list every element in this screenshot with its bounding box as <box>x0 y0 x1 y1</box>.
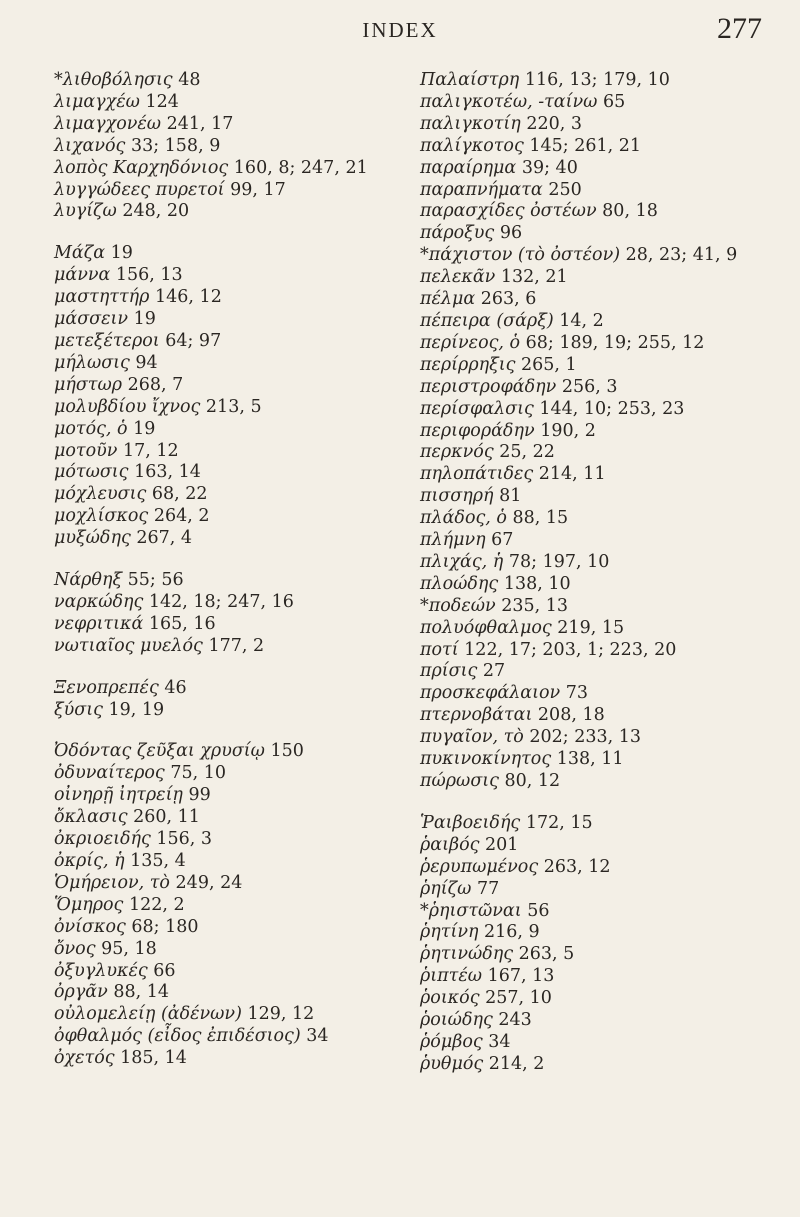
index-entry <box>54 441 414 463</box>
index-term: περίνεος, ὁ <box>420 332 521 353</box>
index-page-refs: 144, 10; 253, 23 <box>539 398 685 419</box>
index-page-refs: 145; 261, 21 <box>529 135 642 156</box>
index-entry <box>54 741 414 763</box>
index-term: Νάρθηξ <box>54 570 123 591</box>
index-term: ῥόμβος <box>420 1031 483 1052</box>
index-term: Ὅμηρος <box>54 894 124 915</box>
index-page-refs: 267, 4 <box>136 528 192 549</box>
index-term: Μάζα <box>54 243 106 264</box>
index-term: ὀνίσκος <box>54 916 126 937</box>
index-term: πέπειρα (σάρξ) <box>420 310 554 331</box>
index-entry <box>420 705 790 727</box>
index-page-refs: 263, 6 <box>480 289 537 310</box>
index-term: μοτοῦν <box>54 440 118 461</box>
index-page-refs: 95, 18 <box>101 938 157 959</box>
page-number: 277 <box>717 12 762 45</box>
index-page-refs: 250 <box>548 179 582 200</box>
index-entry <box>420 1032 790 1054</box>
index-page-refs: 216, 9 <box>484 922 540 943</box>
index-page-refs: 220, 3 <box>526 113 583 134</box>
index-term: περκνός <box>420 442 494 463</box>
index-page-refs: 257, 10 <box>485 988 552 1009</box>
index-entry <box>420 944 790 966</box>
index-page-refs: 165, 16 <box>148 613 216 634</box>
index-page-refs: 146, 12 <box>155 287 222 308</box>
index-page-refs: 129, 12 <box>247 1004 315 1025</box>
index-term: ῥητίνη <box>420 922 479 943</box>
index-page-refs: 202; 233, 13 <box>529 727 642 748</box>
index-page-refs: 213, 5 <box>205 396 262 417</box>
index-term: ποτί <box>420 639 459 660</box>
index-term: πλάδος, ὁ <box>420 508 507 529</box>
index-page-refs: 19 <box>133 309 156 330</box>
index-page-refs: 235, 13 <box>501 595 568 616</box>
index-term: μυξώδης <box>54 528 131 549</box>
index-page-refs: 19 <box>110 243 133 264</box>
index-term: πώρωσις <box>420 771 499 791</box>
index-term: ῥηίζω <box>420 878 472 899</box>
index-entry <box>54 873 414 895</box>
index-term: πέλμα <box>420 289 476 310</box>
index-page-refs: 208, 18 <box>537 705 605 726</box>
index-page-refs: 201 <box>485 834 519 855</box>
index-page-refs: 68; 189, 19; 255, 12 <box>525 332 705 353</box>
index-entry <box>54 1026 414 1048</box>
index-page-refs: 156, 13 <box>115 265 183 286</box>
index-term: μαστηττήρ <box>54 287 150 308</box>
index-term: μάννα <box>54 265 111 286</box>
index-term: πυκινοκίνητος <box>420 749 552 770</box>
index-term: Ῥαιβοειδής <box>420 812 521 833</box>
index-page-refs: 64; 97 <box>165 330 222 351</box>
index-page-refs: 214, 2 <box>488 1053 545 1074</box>
index-page-refs: 19 <box>133 418 156 439</box>
index-page-refs: 78; 197, 10 <box>508 551 610 572</box>
index-term: περιστροφάδην <box>420 376 557 397</box>
index-page-refs: 80, 12 <box>504 771 561 791</box>
index-page-refs: 122, 17; 203, 1; 223, 20 <box>464 639 677 660</box>
index-term: παραπνήματα <box>420 179 543 200</box>
index-term: πυγαῖον, τὸ <box>420 727 524 748</box>
index-entry <box>420 966 790 988</box>
index-term: ὀφθαλμός (εἶδος ἐπιδέσιος) <box>54 1026 301 1047</box>
index-page-refs: 99, 17 <box>230 179 286 200</box>
index-term: πλήμνη <box>420 530 486 551</box>
index-term: ὄνος <box>54 938 96 959</box>
index-page-refs: 75, 10 <box>170 763 226 784</box>
index-term: *ποδεών <box>420 595 496 616</box>
index-page-refs: 48 <box>178 70 201 90</box>
index-entry <box>420 223 790 245</box>
index-term: λιμαγχονέω <box>54 113 162 134</box>
index-entry <box>420 180 790 202</box>
index-page-refs: 67 <box>491 530 514 551</box>
index-entry <box>420 530 790 552</box>
index-page-refs: 19, 19 <box>108 699 165 720</box>
index-entry <box>54 528 414 550</box>
index-entry <box>420 333 790 355</box>
index-page-refs: 77 <box>476 878 500 899</box>
index-entry <box>420 727 790 749</box>
index-term: παλιγκοτέω, -ταίνω <box>420 91 598 112</box>
index-term: μήλωσις <box>54 352 130 373</box>
letter-section-gap <box>54 550 414 570</box>
index-page-refs: 265, 1 <box>520 354 577 375</box>
index-entry <box>420 245 790 267</box>
index-entry <box>420 70 790 92</box>
index-term: ὀξυγλυκές <box>54 960 148 981</box>
index-term: πτερνοβάται <box>420 705 533 726</box>
index-entry <box>420 355 790 377</box>
index-entry <box>420 596 790 618</box>
index-entry <box>420 749 790 771</box>
index-page-refs: 264, 2 <box>153 506 210 527</box>
index-term: Ὁμήρειον, τὸ <box>54 872 170 893</box>
index-term: περίρρηξις <box>420 354 516 375</box>
index-entry <box>54 287 414 309</box>
letter-section-gap <box>54 658 414 678</box>
index-entry <box>420 377 790 399</box>
index-entry <box>54 506 414 528</box>
index-entry <box>420 464 790 486</box>
index-term: λιμαγχέω <box>54 91 140 112</box>
index-term: λυγίζω <box>54 201 117 222</box>
index-entry <box>54 180 414 202</box>
index-page-refs: 17, 12 <box>122 440 179 461</box>
index-term: περίσφαλσις <box>420 398 534 419</box>
index-entry <box>420 311 790 333</box>
index-entry <box>420 508 790 530</box>
index-entry <box>420 92 790 114</box>
index-entry <box>420 267 790 289</box>
index-term: μοχλίσκος <box>54 506 149 527</box>
index-page-refs: 73 <box>565 683 589 704</box>
index-page-refs: 241, 17 <box>166 113 234 134</box>
index-entry <box>420 574 790 596</box>
index-entry <box>54 895 414 917</box>
index-page-refs: 25, 22 <box>499 442 555 463</box>
letter-section-gap <box>54 223 414 243</box>
index-page-refs: 138, 11 <box>556 749 624 770</box>
index-term: πλιχάς, ἡ <box>420 551 504 572</box>
index-entry <box>54 917 414 939</box>
index-entry <box>420 552 790 574</box>
index-entry <box>54 158 414 180</box>
index-term: ῥαιβός <box>420 834 480 855</box>
index-term: παλίγκοτος <box>420 135 524 156</box>
index-term: *ῥηιστῶναι <box>420 900 522 921</box>
index-page-refs: 249, 24 <box>175 872 243 893</box>
index-term: νεφριτικά <box>54 613 144 634</box>
index-page-refs: 135, 4 <box>130 851 186 871</box>
index-entry <box>420 201 790 223</box>
index-page-refs: 263, 5 <box>518 944 575 965</box>
index-entry <box>420 640 790 662</box>
index-term: πάροξυς <box>420 223 495 244</box>
index-term: προσκεφάλαιον <box>420 683 561 704</box>
index-term: μοτός, ὁ <box>54 418 128 439</box>
letter-section-gap <box>54 721 414 741</box>
index-term: *πάχιστον (τὸ ὀστέον) <box>420 245 621 266</box>
running-title: INDEX <box>362 18 438 42</box>
index-term: ναρκώδης <box>54 591 144 612</box>
index-entry <box>54 92 414 114</box>
index-entry <box>54 70 414 92</box>
index-page-refs: 34 <box>306 1026 329 1047</box>
index-entry <box>54 309 414 331</box>
index-entry <box>54 1048 414 1070</box>
index-page-refs: 248, 20 <box>122 201 190 222</box>
index-entry <box>54 570 414 592</box>
index-page-refs: 99 <box>188 785 211 806</box>
index-term: Παλαίστρη <box>420 70 520 90</box>
index-entry <box>54 419 414 441</box>
index-entry <box>54 700 414 722</box>
page-header <box>0 12 800 52</box>
index-page-refs: 214, 11 <box>538 464 606 485</box>
index-term: ὀκρίς, ἡ <box>54 851 125 871</box>
index-term: μόχλευσις <box>54 484 147 505</box>
index-page-refs: 55; 56 <box>127 570 184 591</box>
index-term: ῥοικός <box>420 988 480 1009</box>
index-page-refs: 66 <box>153 960 176 981</box>
index-term: λοπὸς Καρχηδόνιος <box>54 157 229 178</box>
index-term: περιφοράδην <box>420 420 535 441</box>
index-entry <box>54 375 414 397</box>
index-page-refs: 68; 180 <box>131 916 199 937</box>
index-entry <box>54 353 414 375</box>
index-entry <box>54 592 414 614</box>
index-page-refs: 39; 40 <box>521 157 578 178</box>
index-entry <box>54 939 414 961</box>
index-page-refs: 88, 15 <box>512 508 569 529</box>
index-entry <box>420 835 790 857</box>
index-column-left <box>54 70 414 1070</box>
index-entry <box>54 678 414 700</box>
index-term: Ξενοπρεπές <box>54 677 159 698</box>
index-term: παραίρημα <box>420 157 517 178</box>
index-entry <box>420 618 790 640</box>
index-term: μότωσις <box>54 462 129 483</box>
index-term: ξύσις <box>54 699 103 720</box>
index-page-refs: 65 <box>602 91 626 112</box>
index-term: ῥοιώδης <box>420 1010 493 1031</box>
index-entry <box>54 785 414 807</box>
index-entry <box>54 462 414 484</box>
index-term: παλιγκοτίη <box>420 113 521 134</box>
index-page-refs: 177, 2 <box>208 635 265 656</box>
index-page-refs: 81 <box>499 486 522 507</box>
index-term: πισσηρή <box>420 486 494 507</box>
index-entry <box>54 614 414 636</box>
index-entry <box>54 265 414 287</box>
index-page-refs: 160, 8; 247, 21 <box>233 157 368 178</box>
index-entry <box>420 1054 790 1076</box>
index-entry <box>420 1010 790 1032</box>
index-entry <box>54 1004 414 1026</box>
index-term: ὀργᾶν <box>54 982 108 1003</box>
index-page-refs: 14, 2 <box>559 310 604 331</box>
index-page-refs: 156, 3 <box>156 829 213 850</box>
index-term: ῥιπτέω <box>420 966 482 987</box>
index-page-refs: 185, 14 <box>120 1048 187 1069</box>
index-term: λιχανός <box>54 135 126 156</box>
index-term: πλοώδης <box>420 573 499 594</box>
index-page-refs: 28, 23; 41, 9 <box>625 245 738 266</box>
index-term: μετεξέτεροι <box>54 330 160 351</box>
index-entry <box>420 114 790 136</box>
index-entry <box>54 243 414 265</box>
index-page-refs: 96 <box>499 223 523 244</box>
index-page-refs: 124 <box>145 91 179 112</box>
index-page-refs: 219, 15 <box>557 617 625 638</box>
index-page-refs: 167, 13 <box>487 966 555 987</box>
index-term: πολυόφθαλμος <box>420 617 552 638</box>
index-term: οὐλομελείῃ (ἀδένων) <box>54 1004 242 1025</box>
index-entry <box>420 683 790 705</box>
index-page-refs: 150 <box>270 741 304 762</box>
index-entry <box>54 331 414 353</box>
index-term: μάσσειν <box>54 309 128 330</box>
index-entry <box>54 807 414 829</box>
index-term: ὀκριοειδής <box>54 829 151 850</box>
index-term: μήστωρ <box>54 374 123 395</box>
index-page-refs: 116, 13; 179, 10 <box>524 70 670 90</box>
letter-section-gap <box>420 793 790 813</box>
index-entry <box>420 857 790 879</box>
index-term: οἰνηρῇ ἰητρείῃ <box>54 785 183 806</box>
index-page-refs: 122, 2 <box>128 894 185 915</box>
index-term: ῥητινώδης <box>420 944 514 965</box>
index-term: παρασχίδες ὀστέων <box>420 201 597 222</box>
index-page-refs: 256, 3 <box>561 376 618 397</box>
index-entry <box>420 442 790 464</box>
index-page-refs: 142, 18; 247, 16 <box>148 591 294 612</box>
index-page-refs: 33; 158, 9 <box>130 135 221 156</box>
index-entry <box>420 988 790 1010</box>
index-entry <box>54 829 414 851</box>
index-entry <box>420 136 790 158</box>
index-term: ῥυθμός <box>420 1053 484 1074</box>
index-term: πρίσις <box>420 661 478 682</box>
index-entry <box>420 922 790 944</box>
index-page-refs: 172, 15 <box>525 812 593 833</box>
index-page-refs: 46 <box>164 677 187 698</box>
index-entry <box>54 982 414 1004</box>
index-entry <box>420 421 790 443</box>
index-term: νωτιαῖος μυελός <box>54 635 203 656</box>
index-page-refs: 80, 18 <box>602 201 658 222</box>
index-page-refs: 138, 10 <box>503 573 571 594</box>
index-entry <box>420 399 790 421</box>
index-page-refs: 132, 21 <box>500 267 568 288</box>
index-term: μολυβδίου ἴχνος <box>54 396 201 417</box>
index-page-refs: 260, 11 <box>133 807 200 828</box>
index-entry <box>54 636 414 658</box>
index-page-refs: 94 <box>135 352 158 373</box>
index-page-refs: 34 <box>488 1031 511 1052</box>
index-term: πηλοπάτιδες <box>420 464 534 485</box>
index-entry <box>420 486 790 508</box>
index-term: ὄκλασις <box>54 807 128 828</box>
index-page-refs: 68, 22 <box>151 484 208 505</box>
index-entry <box>54 201 414 223</box>
index-term: ὀδυναίτερος <box>54 763 165 784</box>
index-entry <box>54 114 414 136</box>
index-entry <box>54 397 414 419</box>
index-term: ῥερυπωμένος <box>420 856 539 877</box>
index-term: *λιθοβόλησις <box>54 70 173 90</box>
index-page-refs: 88, 14 <box>113 982 169 1003</box>
index-page-refs: 263, 12 <box>543 856 611 877</box>
index-term: Ὀδόντας ζεῦξαι χρυσίῳ <box>54 741 265 762</box>
index-page-refs: 190, 2 <box>540 420 596 441</box>
index-entry <box>420 771 790 793</box>
index-term: λυγγώδεες πυρετοί <box>54 179 225 200</box>
index-column-right <box>420 70 790 1076</box>
index-page-refs: 56 <box>527 900 550 921</box>
index-term: πελεκᾶν <box>420 267 496 288</box>
index-entry <box>54 136 414 158</box>
index-entry <box>420 158 790 180</box>
index-page-refs: 163, 14 <box>134 462 201 483</box>
index-entry <box>54 763 414 785</box>
index-page-refs: 268, 7 <box>127 374 184 395</box>
index-entry <box>54 851 414 873</box>
index-entry <box>420 901 790 923</box>
index-entry <box>54 484 414 506</box>
index-page-refs: 243 <box>498 1010 532 1031</box>
index-entry <box>420 289 790 311</box>
index-page-refs: 27 <box>482 661 506 682</box>
index-entry <box>54 961 414 983</box>
index-entry <box>420 813 790 835</box>
index-entry <box>420 879 790 901</box>
index-entry <box>420 661 790 683</box>
index-term: ὀχετός <box>54 1048 115 1069</box>
